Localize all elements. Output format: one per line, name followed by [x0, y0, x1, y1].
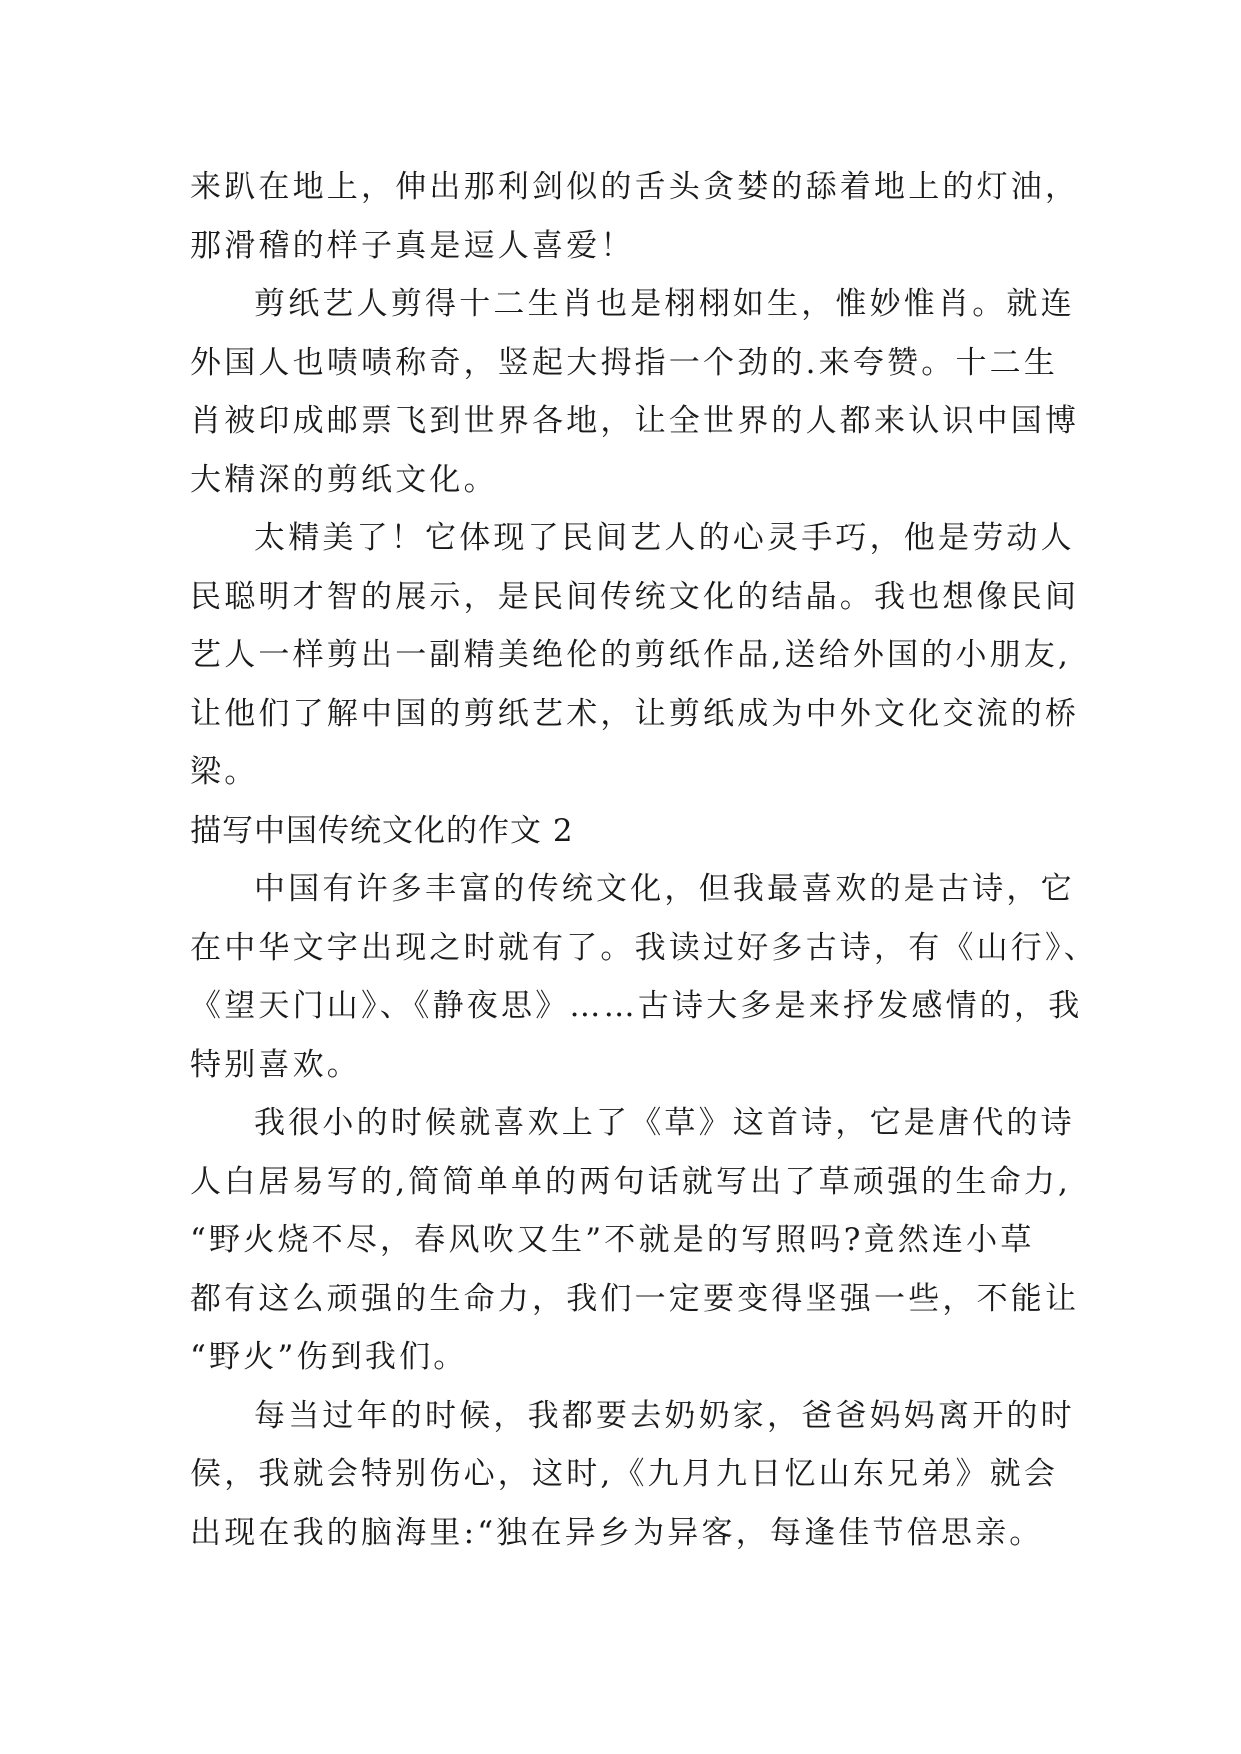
text-line: 特别喜欢。: [190, 1046, 361, 1083]
text-line: 那滑稽的样子真是逗人喜爱！: [190, 227, 635, 264]
text-line: 来趴在地上，伸出那利剑似的舌头贪婪的舔着地上的灯油，: [190, 169, 1080, 205]
text-line: 让他们了解中国的剪纸艺术，让剪纸成为中外文化交流的桥: [190, 695, 1080, 732]
section-heading: 描写中国传统文化的作文 2: [190, 812, 574, 849]
text-line: 在中华文字出现之时就有了。我读过好多古诗，有《山行》、: [190, 929, 1098, 966]
text-line: “野火烧不尽，春风吹又生”不就是的写照吗?竟然连小草: [190, 1222, 1035, 1258]
text-line: 出现在我的脑海里:“独在异乡为异客，每逢佳节倍思亲。: [190, 1514, 1044, 1551]
text-line: 中国有许多丰富的传统文化，但我最喜欢的是古诗，它: [254, 871, 1075, 907]
text-line: 每当过年的时候，我都要去奶奶家，爸爸妈妈离开的时: [254, 1397, 1075, 1434]
text-line: 大精深的剪纸文化。: [190, 461, 498, 498]
text-line: 人白居易写的,简简单单的两句话就写出了草顽强的生命力,: [190, 1163, 1072, 1200]
text-line: 外国人也啧啧称奇，竖起大拇指一个劲的.来夸赞。十二生: [190, 344, 1059, 381]
text-line: 侯，我就会特别伤心，这时,《九月九日忆山东兄弟》就会: [190, 1456, 1059, 1492]
text-line: 都有这么顽强的生命力，我们一定要变得坚强一些，不能让: [190, 1280, 1080, 1317]
text-line: 剪纸艺人剪得十二生肖也是栩栩如生，惟妙惟肖。就连: [254, 286, 1075, 322]
text-line: 太精美了！它体现了民间艺人的心灵手巧，他是劳动人: [254, 520, 1075, 556]
text-line: 我很小的时候就喜欢上了《草》这首诗，它是唐代的诗: [254, 1105, 1075, 1141]
text-line: 艺人一样剪出一副精美绝伦的剪纸作品,送给外国的小朋友,: [190, 637, 1072, 673]
text-line: “野火”伤到我们。: [190, 1339, 468, 1375]
text-line: 民聪明才智的展示，是民间传统文化的结晶。我也想像民间: [190, 578, 1080, 615]
text-line: 肖被印成邮票飞到世界各地，让全世界的人都来认识中国博: [190, 403, 1080, 439]
text-line: 梁。: [190, 754, 259, 790]
text-line: 《望天门山》、《静夜思》……古诗大多是来抒发感情的，我: [190, 988, 1083, 1024]
document-body: [190, 158, 1098, 1562]
